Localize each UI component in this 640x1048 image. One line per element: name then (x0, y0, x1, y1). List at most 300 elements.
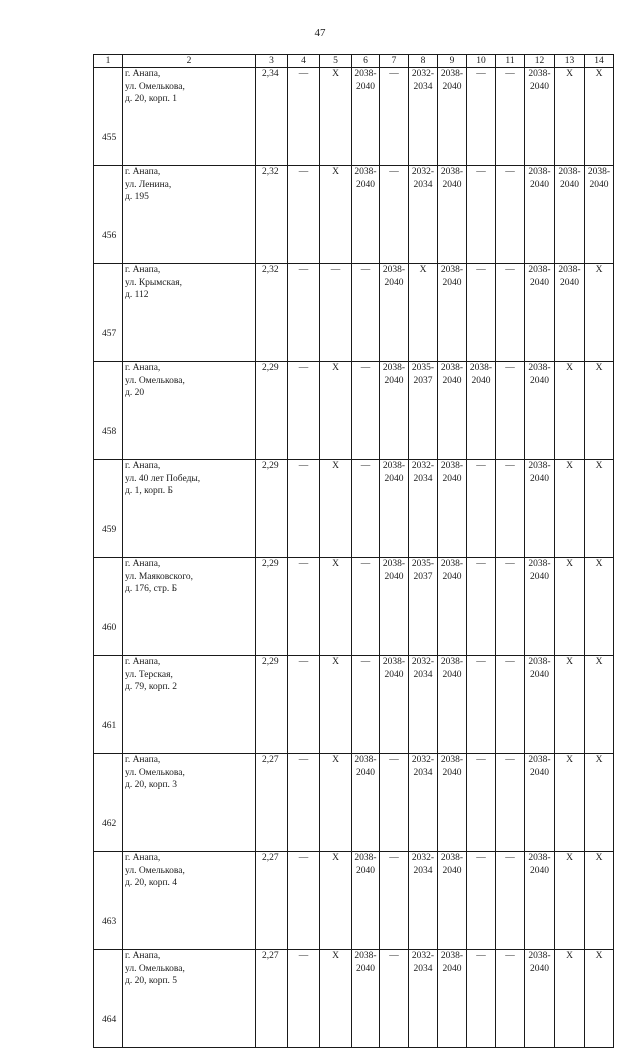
value-cell (555, 460, 585, 558)
value-cell (409, 852, 438, 950)
cell-value: 2040 (356, 179, 375, 190)
value-cell (409, 264, 438, 362)
cell-value: — (476, 657, 486, 667)
value-cell (555, 362, 585, 460)
cell-value: 2,32 (262, 265, 279, 275)
cell-value: X (595, 755, 603, 765)
value-cell (585, 558, 614, 656)
cell-value: 2038- (354, 755, 377, 765)
cell-value: 2,27 (262, 755, 279, 765)
value-cell (288, 166, 320, 264)
value-cell (256, 656, 288, 754)
value-cell (438, 362, 467, 460)
cell-value: 2034 (413, 865, 433, 876)
value-cell (352, 558, 380, 656)
column-number-header: 9 (438, 55, 467, 68)
cell-value: 2040 (530, 669, 549, 680)
value-cell (256, 950, 288, 1048)
row-number: 464 (94, 950, 123, 1048)
table-row (94, 68, 614, 166)
table-body (94, 55, 614, 1048)
address-line: ул. Маяковского, (125, 571, 194, 582)
value-cell (380, 264, 409, 362)
cell-value: 2038- (528, 657, 551, 667)
value-cell (352, 852, 380, 950)
row-number: 457 (94, 264, 123, 362)
value-cell (409, 460, 438, 558)
cell-value: — (360, 461, 371, 471)
cell-value: 2040 (471, 375, 491, 386)
value-cell (320, 264, 352, 362)
cell-value: X (595, 363, 603, 373)
cell-value: 2040 (442, 179, 462, 190)
cell-value: 2040 (442, 375, 462, 386)
value-cell (352, 68, 380, 166)
value-cell (438, 68, 467, 166)
cell-value: — (298, 853, 309, 863)
value-cell (555, 558, 585, 656)
value-cell (496, 460, 525, 558)
value-cell (380, 754, 409, 852)
value-cell (555, 68, 585, 166)
cell-value: 2032- (411, 69, 435, 79)
cell-value: — (476, 853, 486, 863)
value-cell (320, 656, 352, 754)
cell-value: 2038- (440, 69, 464, 79)
cell-value: X (595, 853, 603, 863)
cell-value: — (476, 265, 486, 275)
address-cell (123, 362, 256, 460)
value-cell (555, 656, 585, 754)
address-line: ул. Ленина, (125, 179, 172, 190)
address-cell (123, 68, 256, 166)
address-line: д. 176, стр. Б (125, 584, 178, 594)
cell-value: X (566, 755, 573, 765)
value-cell (320, 754, 352, 852)
cell-value: — (298, 167, 309, 177)
address-line: г. Анапа, (125, 265, 161, 275)
column-number-header-row (94, 55, 614, 68)
value-cell (585, 656, 614, 754)
value-cell (467, 558, 496, 656)
value-cell (320, 950, 352, 1048)
cell-value: X (332, 167, 339, 177)
value-cell (585, 166, 614, 264)
cell-value: 2040 (356, 767, 375, 778)
value-cell (496, 68, 525, 166)
cell-value: 2038- (440, 363, 464, 373)
cell-value: 2038- (558, 167, 581, 177)
value-cell (352, 754, 380, 852)
value-cell (496, 852, 525, 950)
address-line: г. Анапа, (125, 853, 161, 863)
cell-value: X (595, 951, 603, 961)
value-cell (352, 460, 380, 558)
value-cell (555, 950, 585, 1048)
cell-value: — (330, 265, 341, 275)
value-cell (380, 852, 409, 950)
page-number: 47 (314, 27, 326, 39)
address-line: ул. Омелькова, (125, 81, 185, 92)
cell-value: X (566, 559, 573, 569)
cell-value: — (298, 755, 309, 765)
value-cell (288, 558, 320, 656)
row-number: 459 (94, 460, 123, 558)
address-line: д. 195 (125, 192, 149, 202)
cell-value: — (389, 951, 399, 961)
cell-value: X (332, 559, 339, 569)
value-cell (555, 852, 585, 950)
value-cell (525, 656, 555, 754)
value-cell (288, 754, 320, 852)
cell-value: 2,27 (262, 951, 279, 961)
cell-value: X (332, 363, 339, 373)
value-cell (256, 754, 288, 852)
value-cell (467, 362, 496, 460)
cell-value: X (332, 951, 339, 961)
cell-value: 2032- (411, 951, 435, 961)
value-cell (467, 264, 496, 362)
cell-value: 2038- (440, 461, 464, 471)
address-line: д. 112 (125, 290, 149, 300)
value-cell (256, 460, 288, 558)
cell-value: — (476, 559, 486, 569)
cell-value: 2038- (354, 167, 377, 177)
value-cell (585, 754, 614, 852)
row-number: 460 (94, 558, 123, 656)
cell-value: 2,34 (262, 69, 279, 79)
cell-value: X (566, 69, 573, 79)
value-cell (288, 362, 320, 460)
address-line: ул. Омелькова, (125, 767, 185, 778)
cell-value: 2038- (440, 559, 464, 569)
cell-value: 2038- (440, 853, 464, 863)
cell-value: 2038- (440, 657, 464, 667)
cell-value: 2038- (382, 559, 406, 569)
cell-value: X (595, 461, 603, 471)
cell-value: 2034 (413, 767, 433, 778)
value-cell (467, 656, 496, 754)
address-line: ул. Омелькова, (125, 865, 185, 876)
cell-value: — (476, 69, 486, 79)
cell-value: 2032- (411, 657, 435, 667)
cell-value: 2038- (382, 363, 406, 373)
value-cell (467, 950, 496, 1048)
cell-value: 2038- (528, 951, 551, 961)
cell-value: X (595, 559, 603, 569)
value-cell (320, 166, 352, 264)
value-cell (496, 754, 525, 852)
value-cell (496, 264, 525, 362)
column-number-header: 6 (352, 55, 380, 68)
cell-value: 2035- (411, 559, 435, 569)
address-line: г. Анапа, (125, 951, 161, 961)
value-cell (320, 558, 352, 656)
cell-value: 2032- (411, 755, 435, 765)
cell-value: — (298, 951, 309, 961)
value-cell (288, 460, 320, 558)
table-row (94, 460, 614, 558)
address-cell (123, 264, 256, 362)
cell-value: — (389, 755, 399, 765)
cell-value: 2038- (587, 167, 611, 177)
column-number-header: 14 (585, 55, 614, 68)
address-line: д. 20, корп. 5 (125, 976, 178, 986)
cell-value: 2038- (469, 363, 493, 373)
value-cell (585, 460, 614, 558)
cell-value: 2040 (356, 865, 375, 876)
value-cell (496, 950, 525, 1048)
address-line: ул. Омелькова, (125, 963, 185, 974)
address-line: г. Анапа, (125, 69, 161, 79)
value-cell (525, 264, 555, 362)
cell-value: 2038- (528, 559, 551, 569)
address-line: ул. Омелькова, (125, 375, 185, 386)
cell-value: 2040 (356, 963, 375, 974)
value-cell (555, 264, 585, 362)
cell-value: — (389, 853, 399, 863)
cell-value: — (360, 657, 371, 667)
table-row (94, 656, 614, 754)
value-cell (409, 754, 438, 852)
cell-value: — (505, 461, 515, 471)
value-cell (438, 950, 467, 1048)
column-number-header: 3 (256, 55, 288, 68)
cell-value: 2038- (528, 853, 551, 863)
column-number-header: 13 (555, 55, 585, 68)
cell-value: 2,29 (262, 363, 279, 373)
value-cell (380, 362, 409, 460)
cell-value: X (332, 69, 339, 79)
cell-value: 2034 (413, 669, 433, 680)
cell-value: X (566, 657, 573, 667)
cell-value: 2040 (442, 473, 462, 484)
cell-value: — (505, 755, 515, 765)
row-number: 461 (94, 656, 123, 754)
value-cell (288, 68, 320, 166)
cell-value: — (298, 265, 309, 275)
cell-value: — (505, 69, 515, 79)
value-cell (320, 852, 352, 950)
cell-value: — (298, 363, 309, 373)
cell-value: X (595, 69, 603, 79)
cell-value: 2040 (530, 963, 549, 974)
cell-value: 2038- (440, 951, 464, 961)
cell-value: 2038- (528, 167, 551, 177)
housing-register-table (93, 54, 614, 1048)
cell-value: — (476, 951, 486, 961)
value-cell (288, 264, 320, 362)
cell-value: X (566, 461, 573, 471)
cell-value: 2032- (411, 461, 435, 471)
value-cell (409, 68, 438, 166)
cell-value: 2038- (354, 853, 377, 863)
cell-value: 2040 (442, 571, 462, 582)
cell-value: 2040 (530, 473, 549, 484)
cell-value: 2038- (528, 461, 551, 471)
cell-value: X (332, 755, 339, 765)
value-cell (438, 558, 467, 656)
cell-value: X (566, 853, 573, 863)
value-cell (380, 656, 409, 754)
cell-value: — (389, 69, 399, 79)
address-line: г. Анапа, (125, 167, 161, 177)
value-cell (320, 460, 352, 558)
value-cell (409, 656, 438, 754)
cell-value: — (505, 363, 515, 373)
cell-value: — (476, 167, 486, 177)
cell-value: 2038- (354, 951, 377, 961)
value-cell (467, 852, 496, 950)
value-cell (288, 656, 320, 754)
value-cell (320, 68, 352, 166)
value-cell (352, 656, 380, 754)
cell-value: 2040 (530, 375, 549, 386)
cell-value: X (595, 265, 603, 275)
cell-value: — (505, 951, 515, 961)
value-cell (496, 558, 525, 656)
value-cell (380, 950, 409, 1048)
value-cell (467, 460, 496, 558)
cell-value: 2040 (442, 81, 462, 92)
value-cell (288, 950, 320, 1048)
cell-value: 2035- (411, 363, 435, 373)
cell-value: 2032- (411, 167, 435, 177)
cell-value: 2038- (558, 265, 581, 275)
value-cell (438, 656, 467, 754)
cell-value: 2040 (530, 277, 549, 288)
cell-value: 2038- (528, 69, 551, 79)
cell-value: — (389, 167, 399, 177)
cell-value: 2038- (440, 167, 464, 177)
column-number-header: 1 (94, 55, 123, 68)
table-row (94, 754, 614, 852)
cell-value: 2040 (442, 963, 462, 974)
value-cell (496, 362, 525, 460)
address-line: д. 20, корп. 4 (125, 878, 178, 888)
address-line: ул. Терская, (125, 669, 173, 680)
table-row (94, 558, 614, 656)
value-cell (409, 558, 438, 656)
address-line: д. 79, корп. 2 (125, 682, 178, 692)
column-number-header: 2 (123, 55, 256, 68)
cell-value: 2034 (413, 179, 433, 190)
cell-value: X (332, 461, 339, 471)
value-cell (496, 166, 525, 264)
cell-value: X (595, 657, 603, 667)
cell-value: 2,29 (262, 559, 279, 569)
value-cell (467, 166, 496, 264)
value-cell (380, 558, 409, 656)
value-cell (585, 852, 614, 950)
cell-value: — (298, 657, 309, 667)
value-cell (352, 950, 380, 1048)
column-number-header: 7 (380, 55, 409, 68)
row-number: 456 (94, 166, 123, 264)
row-number: 463 (94, 852, 123, 950)
value-cell (467, 754, 496, 852)
table-row (94, 362, 614, 460)
address-line: д. 20, корп. 3 (125, 780, 178, 790)
value-cell (525, 68, 555, 166)
cell-value: 2040 (560, 179, 579, 190)
cell-value: 2,29 (262, 657, 279, 667)
cell-value: 2037 (413, 571, 433, 582)
cell-value: — (505, 559, 515, 569)
cell-value: 2038- (382, 461, 406, 471)
address-line: г. Анапа, (125, 657, 161, 667)
address-cell (123, 460, 256, 558)
column-number-header: 8 (409, 55, 438, 68)
value-cell (256, 558, 288, 656)
address-cell (123, 852, 256, 950)
column-number-header: 4 (288, 55, 320, 68)
value-cell (256, 264, 288, 362)
value-cell (585, 362, 614, 460)
cell-value: 2034 (413, 963, 433, 974)
value-cell (525, 558, 555, 656)
cell-value: 2040 (530, 81, 549, 92)
value-cell (320, 362, 352, 460)
cell-value: 2,32 (262, 167, 279, 177)
value-cell (409, 362, 438, 460)
cell-value: 2038- (440, 265, 464, 275)
value-cell (256, 166, 288, 264)
cell-value: 2038- (528, 265, 551, 275)
row-number: 455 (94, 68, 123, 166)
address-line: г. Анапа, (125, 363, 161, 373)
address-line: г. Анапа, (125, 461, 161, 471)
cell-value: — (505, 167, 515, 177)
cell-value: — (476, 755, 486, 765)
cell-value: 2040 (442, 865, 462, 876)
value-cell (256, 68, 288, 166)
value-cell (525, 754, 555, 852)
cell-value: 2040 (530, 571, 549, 582)
cell-value: 2038- (382, 657, 406, 667)
address-cell (123, 950, 256, 1048)
value-cell (525, 460, 555, 558)
value-cell (525, 362, 555, 460)
cell-value: — (360, 265, 371, 275)
cell-value: 2040 (530, 865, 549, 876)
value-cell (525, 166, 555, 264)
value-cell (585, 264, 614, 362)
cell-value: — (298, 461, 309, 471)
cell-value: 2040 (442, 767, 462, 778)
cell-value: — (298, 559, 309, 569)
value-cell (438, 460, 467, 558)
cell-value: 2038- (528, 363, 551, 373)
cell-value: 2034 (413, 81, 433, 92)
value-cell (438, 852, 467, 950)
cell-value: 2037 (413, 375, 433, 386)
cell-value: 2040 (356, 81, 375, 92)
value-cell (409, 950, 438, 1048)
cell-value: 2038- (382, 265, 406, 275)
address-line: д. 1, корп. Б (125, 486, 174, 496)
value-cell (555, 754, 585, 852)
address-line: д. 20, корп. 1 (125, 94, 178, 104)
cell-value: — (360, 363, 371, 373)
cell-value: X (566, 363, 573, 373)
cell-value: — (505, 853, 515, 863)
column-number-header: 12 (525, 55, 555, 68)
value-cell (352, 264, 380, 362)
value-cell (380, 460, 409, 558)
address-line: ул. Крымская, (125, 277, 182, 288)
value-cell (438, 166, 467, 264)
